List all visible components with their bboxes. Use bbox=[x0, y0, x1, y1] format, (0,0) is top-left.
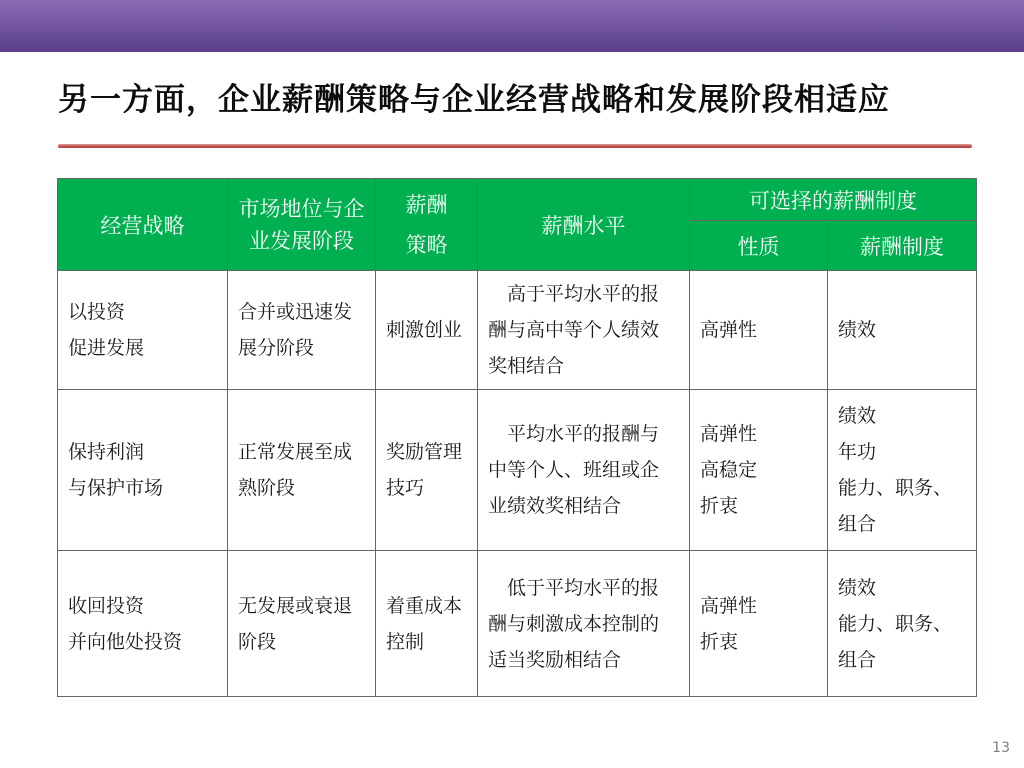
cell-strategy bbox=[58, 551, 228, 697]
cell-line: 刺激创业 bbox=[386, 319, 463, 341]
page-number: 13 bbox=[992, 740, 1010, 756]
cell-line: 控制 bbox=[386, 630, 425, 653]
header-pay-policy bbox=[376, 179, 478, 271]
cell-line: 展分阶段 bbox=[238, 337, 315, 359]
cell-nature bbox=[690, 551, 828, 697]
cell-line: 高弹性 bbox=[700, 423, 758, 445]
header-strategy: 经营战略 bbox=[58, 179, 228, 271]
table-row bbox=[58, 390, 977, 551]
cell-line: 正常发展至成 bbox=[238, 441, 353, 463]
cell-line: 折衷 bbox=[700, 495, 739, 517]
table-row bbox=[58, 271, 977, 390]
cell-level bbox=[478, 271, 690, 390]
cell-line: 奖相结合 bbox=[488, 355, 565, 377]
cell-line: 折衷 bbox=[700, 630, 739, 653]
pay-strategy-table bbox=[57, 178, 977, 697]
cell-line: 高弹性 bbox=[700, 594, 758, 617]
cell-level bbox=[478, 390, 690, 551]
cell-line: 着重成本 bbox=[386, 594, 463, 617]
title-underline bbox=[58, 144, 972, 148]
cell-line: 年功 bbox=[838, 441, 877, 463]
cell-line: 高于平均水平的报 bbox=[507, 283, 660, 305]
top-banner bbox=[0, 0, 1024, 52]
cell-line: 业绩效奖相结合 bbox=[488, 495, 622, 517]
cell-line: 平均水平的报酬与 bbox=[507, 423, 660, 445]
cell-line: 组合 bbox=[838, 648, 877, 671]
cell-line: 中等个人、班组或企 bbox=[488, 459, 660, 481]
cell-line: 绩效 bbox=[838, 405, 877, 427]
cell-level bbox=[478, 551, 690, 697]
slide-title: 另一方面，企业薪酬策略与企业经营战略和发展阶段相适应 bbox=[58, 82, 890, 118]
cell-policy bbox=[376, 390, 478, 551]
cell-line: 低于平均水平的报 bbox=[507, 576, 660, 599]
cell-strategy bbox=[58, 271, 228, 390]
cell-line: 酬与刺激成本控制的 bbox=[488, 612, 660, 635]
cell-system bbox=[828, 390, 977, 551]
cell-stage bbox=[228, 551, 376, 697]
cell-line: 绩效 bbox=[838, 576, 877, 599]
cell-line: 技巧 bbox=[386, 477, 425, 499]
header-pay-policy-line1: 薪酬 bbox=[405, 192, 448, 217]
cell-line: 奖励管理 bbox=[386, 441, 463, 463]
cell-system bbox=[828, 551, 977, 697]
header-pay-policy-line2: 策略 bbox=[405, 232, 448, 257]
cell-policy bbox=[376, 271, 478, 390]
cell-line: 绩效 bbox=[838, 319, 877, 341]
header-market-line2: 业发展阶段 bbox=[249, 228, 354, 253]
cell-line: 熟阶段 bbox=[238, 477, 296, 499]
header-market-line1: 市场地位与企 bbox=[238, 196, 365, 221]
cell-line: 能力、职务、 bbox=[838, 612, 953, 635]
cell-line: 无发展或衰退 bbox=[238, 594, 353, 617]
header-market-stage bbox=[228, 179, 376, 271]
cell-line: 合并或迅速发 bbox=[238, 301, 353, 323]
header-pay-level: 薪酬水平 bbox=[478, 179, 690, 271]
header-system: 薪酬制度 bbox=[828, 221, 977, 271]
cell-nature bbox=[690, 271, 828, 390]
cell-line: 促进发展 bbox=[68, 337, 145, 359]
cell-stage bbox=[228, 271, 376, 390]
cell-line: 酬与高中等个人绩效 bbox=[488, 319, 660, 341]
cell-line: 以投资 bbox=[68, 301, 126, 323]
cell-line: 与保护市场 bbox=[68, 477, 164, 499]
header-nature: 性质 bbox=[690, 221, 828, 271]
cell-line: 收回投资 bbox=[68, 594, 145, 617]
cell-line: 并向他处投资 bbox=[68, 630, 183, 653]
cell-line: 保持利润 bbox=[68, 441, 145, 463]
header-optional-system: 可选择的薪酬制度 bbox=[690, 179, 977, 221]
cell-policy bbox=[376, 551, 478, 697]
cell-stage bbox=[228, 390, 376, 551]
cell-system bbox=[828, 271, 977, 390]
cell-line: 组合 bbox=[838, 513, 877, 535]
cell-nature bbox=[690, 390, 828, 551]
cell-line: 适当奖励相结合 bbox=[488, 648, 622, 671]
cell-line: 高弹性 bbox=[700, 319, 758, 341]
cell-strategy bbox=[58, 390, 228, 551]
cell-line: 阶段 bbox=[238, 630, 277, 653]
table-row bbox=[58, 551, 977, 697]
cell-line: 高稳定 bbox=[700, 459, 758, 481]
cell-line: 能力、职务、 bbox=[838, 477, 953, 499]
